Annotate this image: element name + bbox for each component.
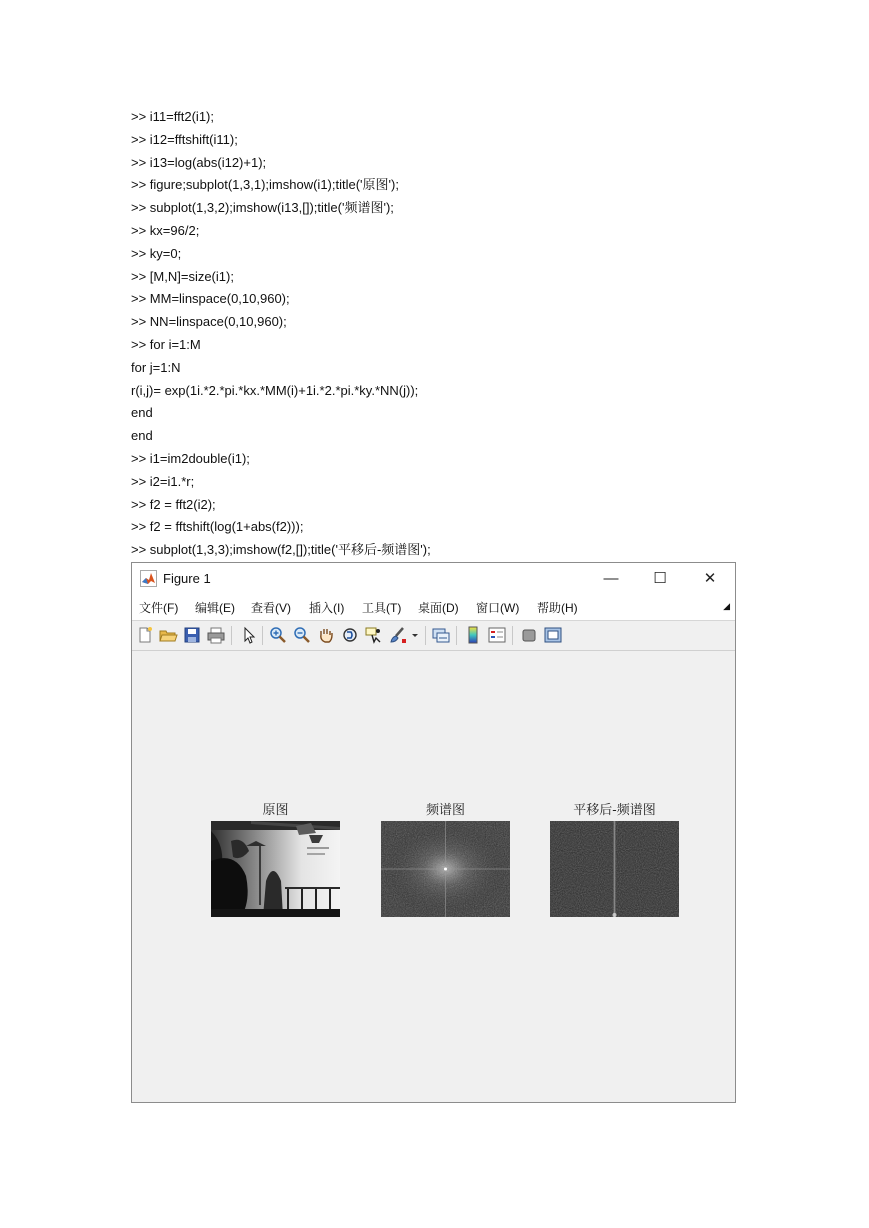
minimize-icon: — xyxy=(603,569,619,587)
save-icon[interactable] xyxy=(182,626,202,644)
toolbar-separator xyxy=(456,626,457,645)
maximize-button[interactable] xyxy=(645,567,675,589)
code-line: >> subplot(1,3,3);imshow(f2,[]);title('平移后-频谱图'); xyxy=(131,542,431,558)
toolbar-separator xyxy=(262,626,263,645)
window-title: Figure 1 xyxy=(163,571,211,586)
pan-hand-icon[interactable] xyxy=(316,626,336,644)
legend-icon[interactable] xyxy=(487,626,507,644)
toolbar-separator xyxy=(425,626,426,645)
code-line: >> i11=fft2(i1); xyxy=(131,109,214,124)
data-cursor-icon[interactable] xyxy=(364,626,384,644)
close-button[interactable] xyxy=(695,567,725,589)
show-plot-tools-icon[interactable] xyxy=(543,626,563,644)
menu-view[interactable]: 查看(V) xyxy=(251,601,291,615)
colorbar-icon[interactable] xyxy=(463,626,483,644)
subplot-spectrum[interactable] xyxy=(381,801,510,917)
minimize-button[interactable] xyxy=(596,567,626,589)
zoom-in-icon[interactable] xyxy=(268,626,288,644)
new-figure-icon[interactable] xyxy=(135,626,155,644)
code-line: >> f2 = fftshift(log(1+abs(f2))); xyxy=(131,519,304,535)
subplot-title: 原图 xyxy=(262,803,289,818)
toolbar-separator xyxy=(512,626,513,645)
centered-spectrum xyxy=(381,821,510,917)
dock-arrow-icon[interactable]: ◢ xyxy=(723,601,730,611)
open-file-icon[interactable] xyxy=(158,626,178,644)
subplot-shifted-spectrum[interactable] xyxy=(550,801,679,917)
subplot-original[interactable] xyxy=(211,801,340,917)
menu-bar xyxy=(132,594,735,620)
code-line: >> subplot(1,3,2);imshow(i13,[]);title('频谱图'); xyxy=(131,200,394,216)
code-line: >> i12=fftshift(i11); xyxy=(131,131,238,147)
code-line: >> MM=linspace(0,10,960); xyxy=(131,291,290,307)
figure-canvas[interactable] xyxy=(132,651,735,1102)
code-line: >> i1=im2double(i1); xyxy=(131,450,250,466)
menu-help[interactable]: 帮助(H) xyxy=(537,601,578,615)
code-line: end xyxy=(131,428,153,444)
figure-toolbar xyxy=(132,620,735,651)
brush-dropdown-icon[interactable] xyxy=(410,626,420,644)
print-icon[interactable] xyxy=(206,626,226,644)
brush-icon[interactable] xyxy=(388,626,408,644)
hide-plot-tools-icon[interactable] xyxy=(519,626,539,644)
subplot-title: 频谱图 xyxy=(425,803,465,818)
code-line: >> i13=log(abs(i12)+1); xyxy=(131,154,267,170)
code-line: >> for i=1:M xyxy=(131,336,201,352)
menu-edit[interactable]: 编辑(E) xyxy=(195,601,235,615)
matlab-logo-icon xyxy=(140,570,157,587)
original-photo xyxy=(211,821,340,917)
menu-desktop[interactable]: 桌面(D) xyxy=(418,601,459,615)
subplot-title: 平移后-频谱图 xyxy=(573,803,656,818)
close-icon: ✕ xyxy=(703,570,717,587)
code-line: >> figure;subplot(1,3,1);imshow(i1);title('原图'); xyxy=(131,177,399,193)
window-titlebar[interactable] xyxy=(132,563,735,594)
code-line: >> kx=96/2; xyxy=(131,222,200,238)
link-plot-icon[interactable] xyxy=(431,626,451,644)
code-line: r(i,j)= exp(1i.*2.*pi.*kx.*MM(i)+1i.*2.*pi.*ky.*NN(j)); xyxy=(131,382,419,398)
menu-file[interactable]: 文件(F) xyxy=(139,601,179,615)
command-window-text xyxy=(131,106,751,562)
code-line: >> ky=0; xyxy=(131,245,182,261)
code-line: for j=1:N xyxy=(131,359,181,375)
rotate-3d-icon[interactable] xyxy=(340,626,360,644)
menu-tools[interactable]: 工具(T) xyxy=(362,601,402,615)
code-line: >> [M,N]=size(i1); xyxy=(131,268,234,284)
figure-window xyxy=(131,562,736,1103)
code-line: end xyxy=(131,405,153,421)
select-arrow-icon[interactable] xyxy=(238,626,258,644)
zoom-out-icon[interactable] xyxy=(292,626,312,644)
menu-insert[interactable]: 插入(I) xyxy=(309,601,345,615)
shifted-spectrum xyxy=(550,821,679,917)
menu-window[interactable]: 窗口(W) xyxy=(476,601,520,615)
toolbar-separator xyxy=(231,626,232,645)
code-line: >> f2 = fft2(i2); xyxy=(131,496,216,512)
code-line: >> NN=linspace(0,10,960); xyxy=(131,314,287,330)
maximize-icon: ☐ xyxy=(653,570,667,587)
code-line: >> i2=i1.*r; xyxy=(131,473,195,489)
